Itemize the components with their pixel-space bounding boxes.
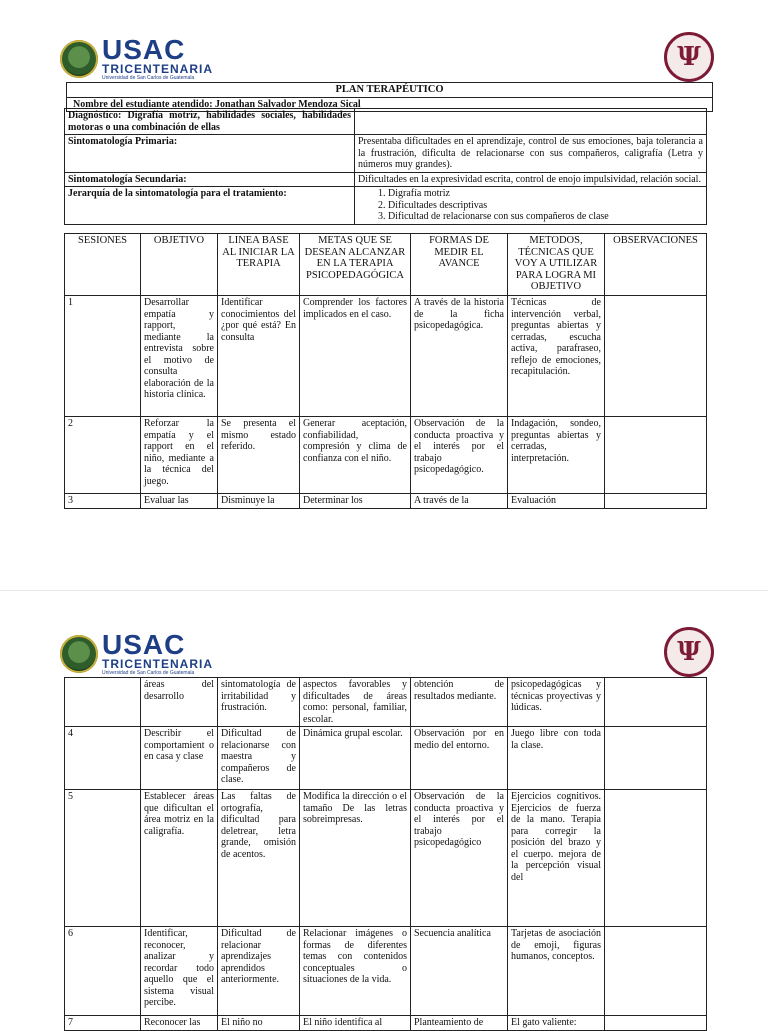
measure-cell: A través de la historia de la ficha psicopedagógica.: [411, 296, 508, 417]
logo-brand: USAC: [102, 629, 186, 660]
objective-cell: áreas del desarrollo: [141, 678, 218, 727]
table-row: [65, 417, 707, 494]
observations-cell: [605, 1016, 707, 1031]
baseline-cell: Se presenta el mismo estado referido.: [218, 417, 300, 494]
observations-cell: [605, 494, 707, 509]
baseline-cell: sintomatología de irritabilidad y frustración.: [218, 678, 300, 727]
logo-sub: TRICENTENARIA: [102, 657, 213, 671]
measure-cell: Observación por en medio del entorno.: [411, 727, 508, 790]
table-row: [65, 494, 707, 509]
methods-cell: El gato valiente:: [508, 1016, 605, 1031]
session-number: 7: [65, 1016, 141, 1031]
session-number: 5: [65, 790, 141, 927]
goals-cell: Modifica la dirección o el tamaño De las letras sobreimpresas.: [300, 790, 411, 927]
table-row: [65, 1016, 707, 1031]
goals-cell: Relacionar imágenes o formas de diferentes temas con contenidos conceptuales o situaciones de la vida.: [300, 927, 411, 1016]
logo-brand: USAC: [102, 34, 186, 65]
baseline-cell: El niño no: [218, 1016, 300, 1031]
document-page-2: [0, 590, 768, 1028]
symptom-table: [64, 108, 707, 225]
table-row: [65, 296, 707, 417]
col-observations: OBSERVACIONES: [605, 234, 707, 296]
primary-symptoms-label: Sintomatología Primaria:: [65, 135, 355, 173]
methods-cell: Tarjetas de asociación de emoji, figuras humanos, conceptos.: [508, 927, 605, 1016]
hierarchy-list-cell: [355, 187, 707, 225]
observations-cell: [605, 927, 707, 1016]
goals-cell: Generar aceptación, confiabilidad, compresión y clima de confianza con el niño.: [300, 417, 411, 494]
measure-cell: A través de la: [411, 494, 508, 509]
diagnosis-label: Diagnóstico: Digrafía motriz, habilidades sociales, habilidades motoras o una combinación de ellas: [65, 109, 355, 135]
col-baseline: LINEA BASE AL INICIAR LA TERAPIA: [218, 234, 300, 296]
baseline-cell: Dificultad de relacionar aprendizajes aprendidos anteriormente.: [218, 927, 300, 1016]
methods-cell: Ejercicios cognitivos. Ejercicios de fuerza de la mano. Terapia para corregir la posición del brazo y el cuerpo. mejora de la percepción visual del: [508, 790, 605, 927]
measure-cell: obtención de resultados mediante.: [411, 678, 508, 727]
diagnosis-value: [355, 109, 707, 135]
objective-cell: Reconocer las: [141, 1016, 218, 1031]
university-seal-icon: [60, 635, 98, 673]
col-goals: METAS QUE SE DESEAN ALCANZAR EN LA TERAPIA PSICOPEDAGÓGICA: [300, 234, 411, 296]
goals-cell: El niño identifica al: [300, 1016, 411, 1031]
university-seal-icon: [60, 40, 98, 78]
logo-tiny: Universidad de San Carlos de Guatemala: [102, 75, 195, 81]
psychology-logo-icon: Ψ: [664, 32, 714, 82]
col-sessions: SESIONES: [65, 234, 141, 296]
measure-cell: Secuencia analítica: [411, 927, 508, 1016]
col-methods: METODOS, TÉCNICAS QUE VOY A UTILIZAR PARA LOGRA MI OBJETIVO: [508, 234, 605, 296]
table-row: [65, 678, 707, 727]
session-number: [65, 678, 141, 727]
observations-cell: [605, 296, 707, 417]
table-row: [65, 927, 707, 1016]
plan-title: PLAN TERAPÉUTICO: [67, 83, 713, 98]
usac-logo: [60, 36, 213, 81]
measure-cell: Observación de la conducta proactiva y el interés por el trabajo psicopedagógico.: [411, 417, 508, 494]
observations-cell: [605, 678, 707, 727]
secondary-symptoms-label: Sintomatología Secundaria:: [65, 172, 355, 187]
session-number: 4: [65, 727, 141, 790]
methods-cell: Evaluación: [508, 494, 605, 509]
hierarchy-item: 2. Dificultades descriptivas: [388, 200, 703, 212]
baseline-cell: Identificar conocimientos del ¿por qué está? En consulta: [218, 296, 300, 417]
secondary-symptoms-text: Dificultades en la expresividad escrita, control de enojo impulsividad, relación social.: [355, 172, 707, 187]
table-row: [65, 790, 707, 927]
observations-cell: [605, 727, 707, 790]
objective-cell: Reforzar la empatía y el rapport en el niño, mediante a la técnica del juego.: [141, 417, 218, 494]
methods-cell: Indagación, sondeo, preguntas abiertas y cerradas, interpretación.: [508, 417, 605, 494]
session-number: 3: [65, 494, 141, 509]
goals-cell: aspectos favorables y dificultades de áreas como: personal, familiar, escolar.: [300, 678, 411, 727]
hierarchy-item: 3. Dificultad de relacionarse con sus compañeros de clase: [388, 211, 703, 223]
primary-symptoms-text: Presentaba dificultades en el aprendizaje, control de sus emociones, baja tolerancia a la frustración, dificulta de relacionarse con sus compañeros, caligrafía (Letra y números muy grandes).: [355, 135, 707, 173]
goals-cell: Dinámica grupal escolar.: [300, 727, 411, 790]
objective-cell: Establecer áreas que dificultan el área motriz en la caligrafía.: [141, 790, 218, 927]
methods-cell: psicopedagógicas y técnicas proyectivas y lúdicas.: [508, 678, 605, 727]
objective-cell: Evaluar las: [141, 494, 218, 509]
table-row: [65, 727, 707, 790]
logo-tiny: Universidad de San Carlos de Guatemala: [102, 670, 195, 676]
measure-cell: Planteamiento de: [411, 1016, 508, 1031]
objective-cell: Describir el comportamient o en casa y clase: [141, 727, 218, 790]
session-number: 6: [65, 927, 141, 1016]
baseline-cell: Las faltas de ortografía, dificultad para deletrear, letra grande, omisión de acentos.: [218, 790, 300, 927]
usac-logo: [60, 631, 213, 676]
hierarchy-item: 1. Digrafía motriz: [388, 188, 703, 200]
methods-cell: Técnicas de intervención verbal, preguntas abiertas y cerradas, escucha activa, parafraseo, reflejo de emociones, recapitulación.: [508, 296, 605, 417]
hierarchy-label: Jerarquía de la sintomatología para el tratamiento:: [65, 187, 355, 225]
goals-cell: Comprender los factores implicados en el caso.: [300, 296, 411, 417]
methods-cell: Juego libre con toda la clase.: [508, 727, 605, 790]
observations-cell: [605, 790, 707, 927]
session-number: 1: [65, 296, 141, 417]
observations-cell: [605, 417, 707, 494]
session-number: 2: [65, 417, 141, 494]
psychology-logo-icon: Ψ: [664, 627, 714, 677]
sessions-table-page1: [64, 233, 707, 509]
goals-cell: Determinar los: [300, 494, 411, 509]
col-measure: FORMAS DE MEDIR EL AVANCE: [411, 234, 508, 296]
baseline-cell: Disminuye la: [218, 494, 300, 509]
col-objective: OBJETIVO: [141, 234, 218, 296]
objective-cell: Desarrollar empatía y rapport, mediante la entrevista sobre el motivo de consulta elaboración de la historia clínica.: [141, 296, 218, 417]
baseline-cell: Dificultad de relacionarse con maestra y compañeros de clase.: [218, 727, 300, 790]
measure-cell: Observación de la conducta proactiva y el interés por el trabajo psicopedagógico: [411, 790, 508, 927]
sessions-table-page2: [64, 677, 707, 1031]
student-name: Nombre del estudiante atendido: Jonathan Salvador Mendoza Sical: [67, 97, 713, 112]
objective-cell: Identificar, reconocer, analizar y recordar todo aquello que el sistema visual percibe.: [141, 927, 218, 1016]
logo-sub: TRICENTENARIA: [102, 62, 213, 76]
